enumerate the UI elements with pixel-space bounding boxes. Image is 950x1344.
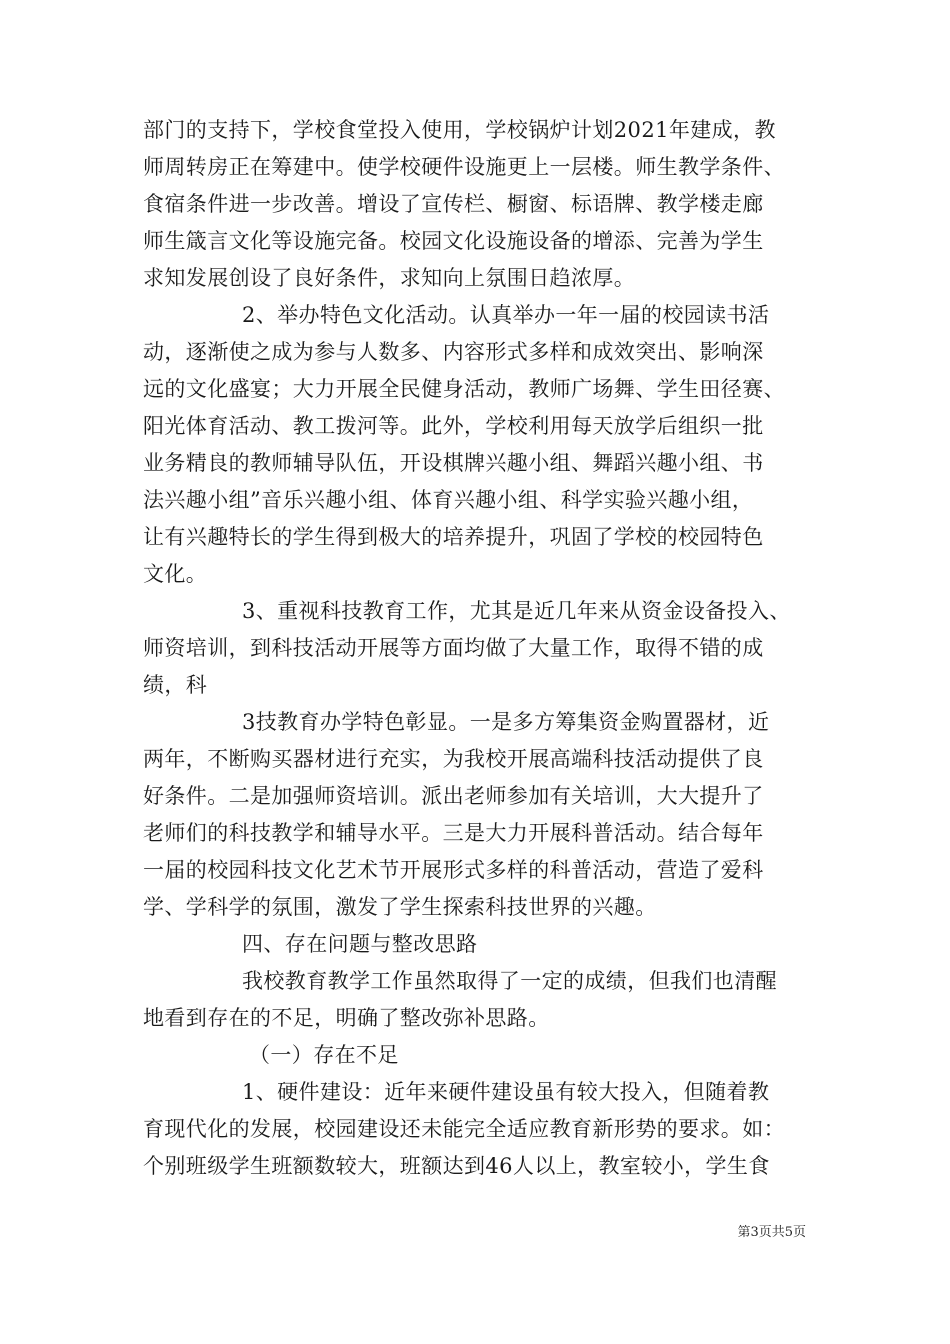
text-line: 1、硬件建设：近年来硬件建设虽有较大投入，但随着教 — [242, 1080, 770, 1104]
text-line: （一）存在不足 — [249, 1043, 399, 1067]
text-line: 部门的支持下，学校食堂投入使用，学校锅炉计划2021年建成，教 — [143, 118, 776, 142]
text-line: 我校教育教学工作虽然取得了一定的成绩，但我们也清醒 — [242, 969, 777, 993]
text-line: 师生箴言文化等设施完备。校园文化设施设备的增添、完善为学生 — [143, 229, 764, 253]
text-line: 两年，不断购买器材进行充实，为我校开展高端科技活动提供了良 — [143, 747, 764, 771]
text-line: 个别班级学生班额数较大，班额达到46人以上，教室较小，学生食 — [143, 1154, 770, 1178]
text-line: 一届的校园科技文化艺术节开展形式多样的科普活动，营造了爱科 — [143, 858, 764, 882]
text-line: 3、重视科技教育工作，尤其是近几年来从资金设备投入、 — [242, 599, 791, 623]
text-line: 远的文化盛宴；大力开展全民健身活动，教师广场舞、学生田径赛、 — [143, 377, 785, 401]
page-number-footer: 第3页共5页 — [737, 1225, 806, 1240]
text-line: 育现代化的发展，校园建设还未能完全适应教育新形势的要求。如： — [143, 1117, 785, 1141]
text-line: 地看到存在的不足，明确了整改弥补思路。 — [143, 1006, 550, 1030]
text-line: 师周转房正在筹建中。使学校硬件设施更上一层楼。师生教学条件、 — [143, 155, 785, 179]
text-line: 3技教育办学特色彰显。一是多方筹集资金购置器材，近 — [242, 710, 770, 734]
text-line: 让有兴趣特长的学生得到极大的培养提升，巩固了学校的校园特色 — [143, 525, 764, 549]
text-line: 师资培训，到科技活动开展等方面均做了大量工作，取得不错的成 — [143, 636, 764, 660]
text-line: 阳光体育活动、教工拨河等。此外，学校利用每天放学后组织一批 — [143, 414, 764, 438]
text-line: 动，逐渐使之成为参与人数多、内容形式多样和成效突出、影响深 — [143, 340, 764, 364]
text-line: 食宿条件进一步改善。增设了宣传栏、橱窗、标语牌、教学楼走廊 — [143, 192, 764, 216]
text-line: 绩，科 — [143, 673, 208, 697]
text-line: 法兴趣小组”音乐兴趣小组、体育兴趣小组、科学实验兴趣小组， — [143, 488, 754, 512]
text-line: 学、学科学的氛围，激发了学生探索科技世界的兴趣。 — [143, 895, 657, 919]
text-line: 求知发展创设了良好条件，求知向上氛围日趋浓厚。 — [143, 266, 636, 290]
text-line: 老师们的科技教学和辅导水平。三是大力开展科普活动。结合每年 — [143, 821, 764, 845]
text-line: 好条件。二是加强师资培训。派出老师参加有关培训，大大提升了 — [143, 784, 764, 808]
text-line: 文化。 — [143, 562, 208, 586]
text-line: 2、举办特色文化活动。认真举办一年一届的校园读书活 — [242, 303, 770, 327]
text-line: 业务精良的教师辅导队伍，开设棋牌兴趣小组、舞蹈兴趣小组、书 — [143, 451, 764, 475]
document-body — [143, 112, 807, 1185]
text-line: 四、存在问题与整改思路 — [242, 932, 478, 956]
